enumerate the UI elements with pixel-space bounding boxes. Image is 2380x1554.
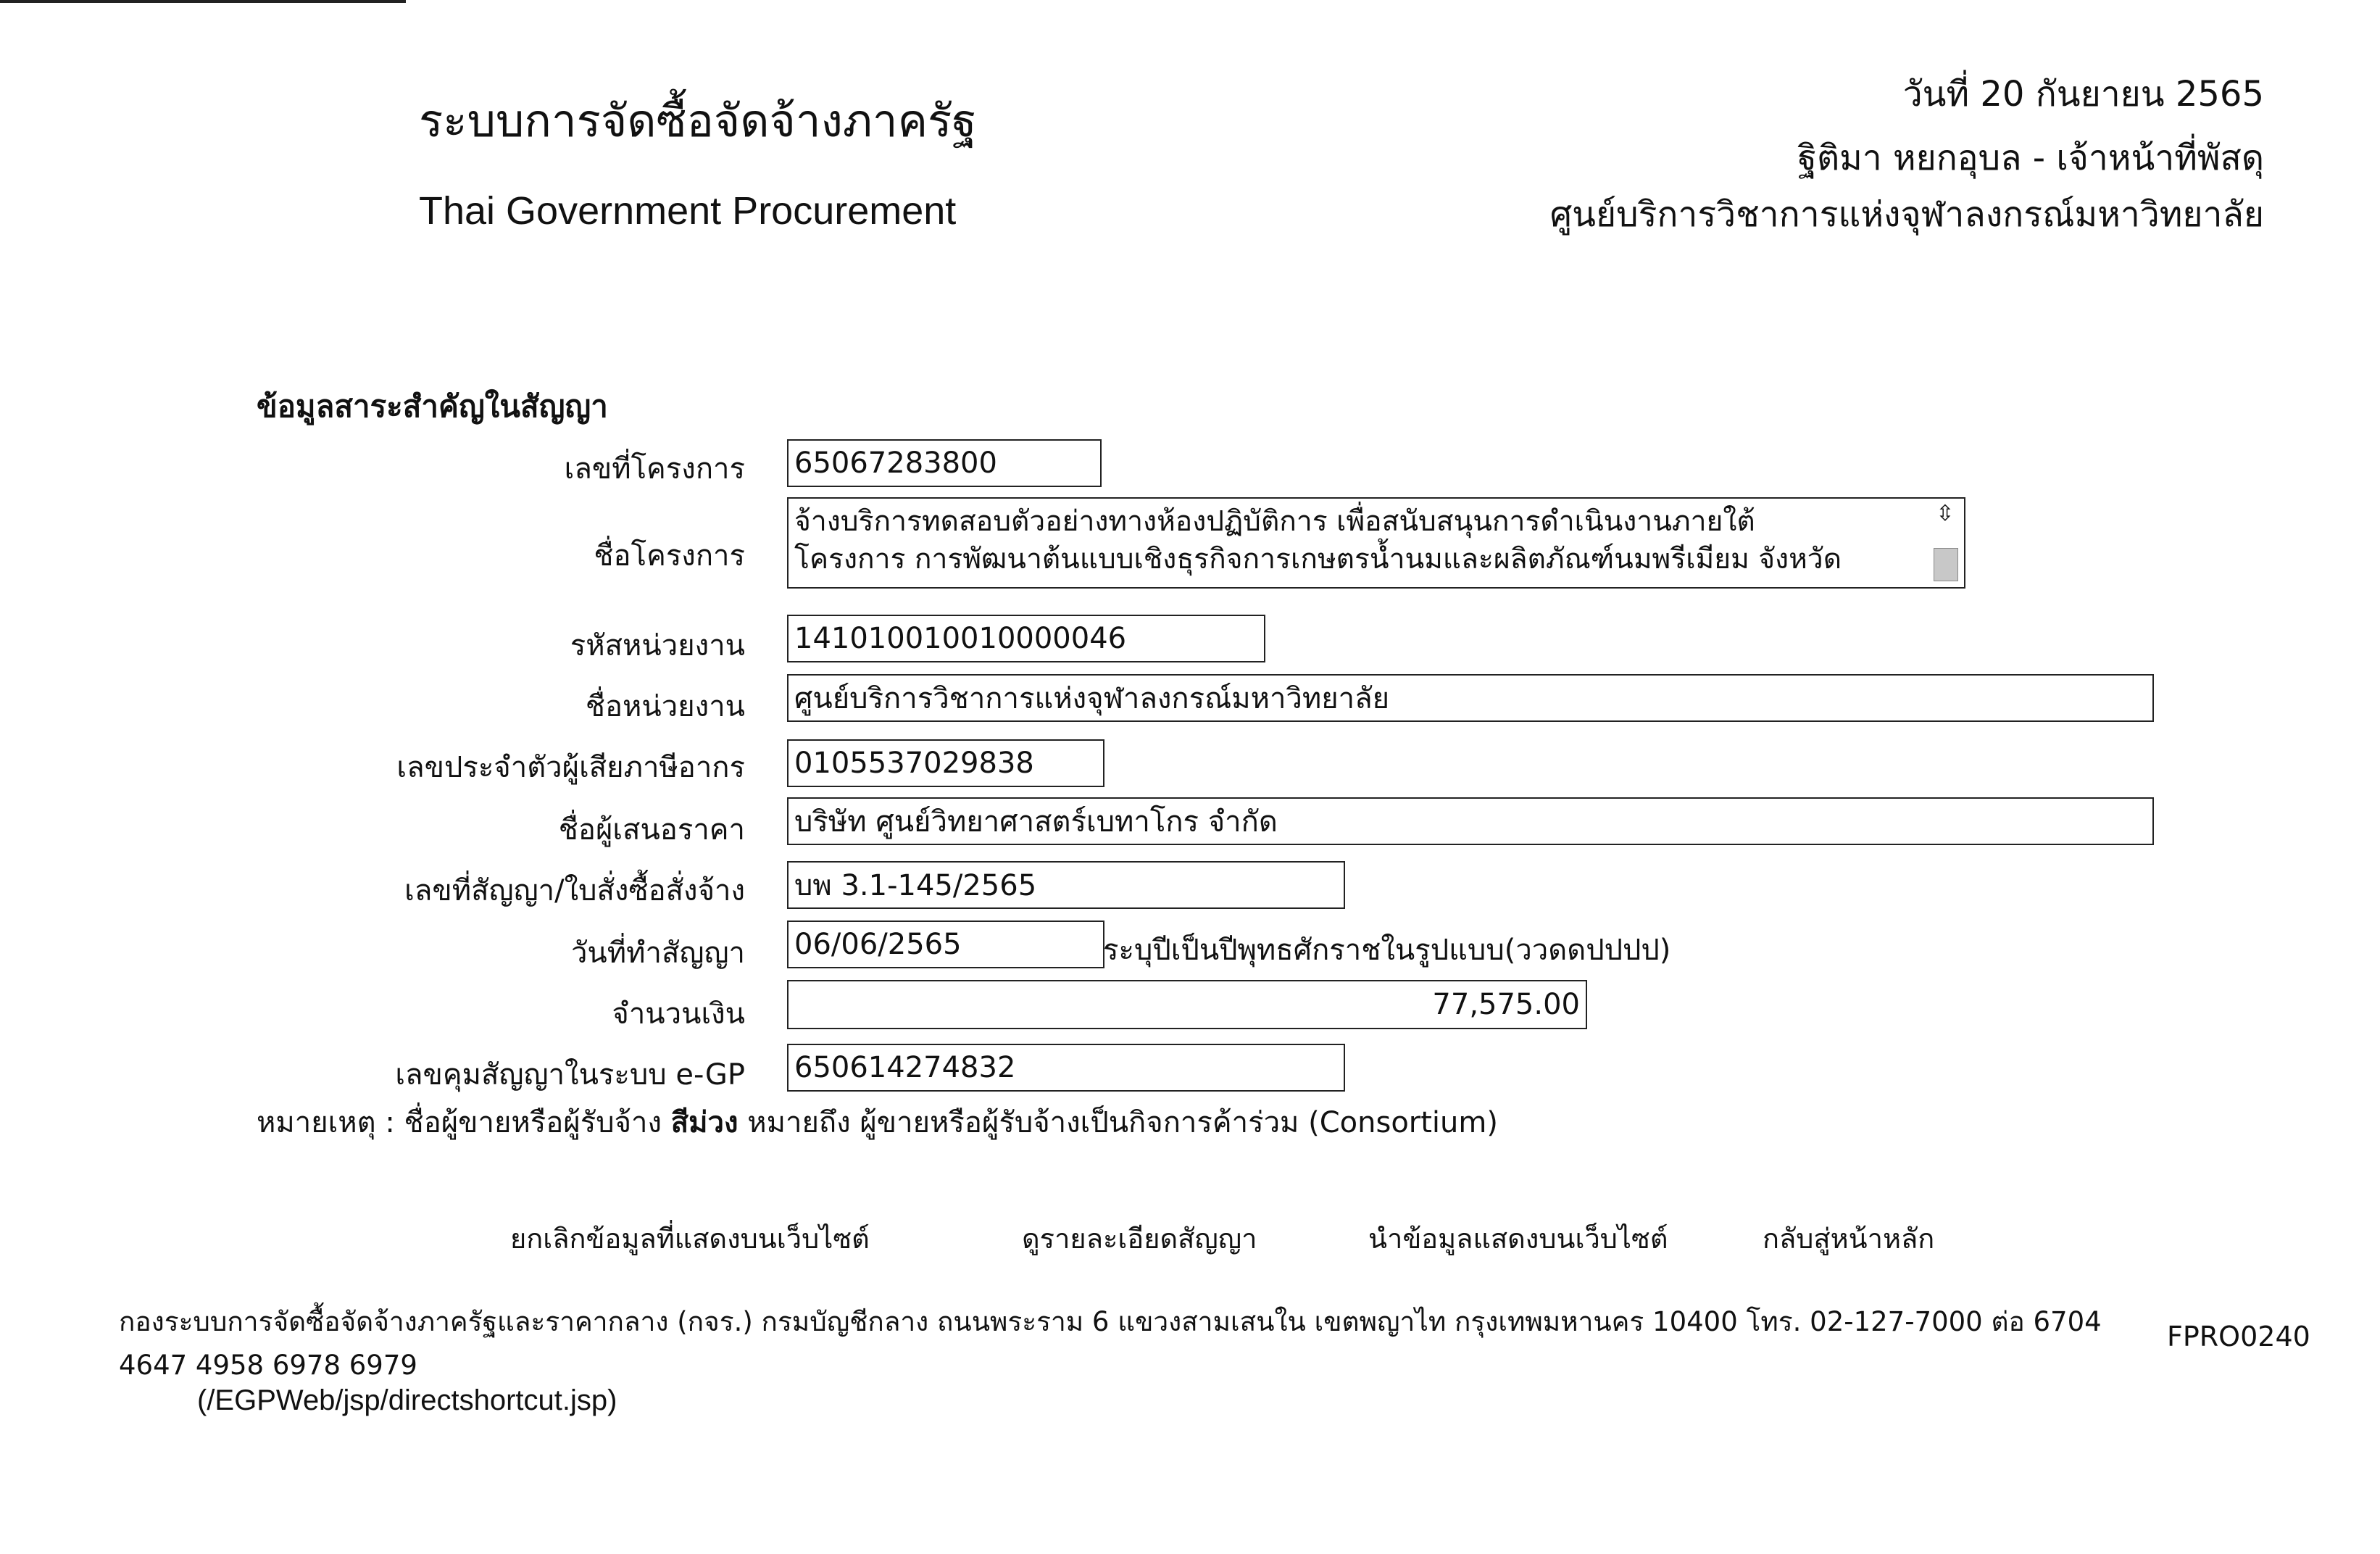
agency-name: ศูนย์บริการวิชาการแห่งจุฬาลงกรณ์มหาวิทยาลัย: [1549, 194, 2264, 235]
note-suffix: หมายถึง ผู้ขายหรือผู้รับจ้างเป็นกิจการค้าร่วม (Consortium): [747, 1106, 1498, 1139]
note-purple-label: สีม่วง: [670, 1106, 738, 1139]
user-info: ฐิติมา หยกอุบล - เจ้าหน้าที่พัสดุ: [1797, 138, 2264, 178]
egp-no-field[interactable]: 650614274832: [787, 1044, 1345, 1092]
contract-no-label: เลขที่สัญญา/ใบสั่งซื้อสั่งจ้าง: [404, 874, 745, 907]
back-home-button[interactable]: กลับสู่หน้าหลัก: [1763, 1223, 1935, 1255]
amount-label: จำนวนเงิน: [612, 997, 745, 1031]
unit-name-label: ชื่อหน่วยงาน: [585, 690, 745, 723]
footer-shortcut-link[interactable]: (/EGPWeb/jsp/directshortcut.jsp): [197, 1384, 617, 1416]
scroll-thumb[interactable]: [1934, 548, 1958, 581]
project-name-line-1: จ้างบริการทดสอบตัวอย่างทางห้องปฏิบัติการ เพื่อสนับสนุนการดำเนินงานภายใต้: [794, 505, 1755, 538]
tax-id-label: เลขประจำตัวผู้เสียภาษีอากร: [396, 751, 745, 784]
page-code: FPRO0240: [2167, 1321, 2310, 1353]
bidder-field[interactable]: บริษัท ศูนย์วิทยาศาสตร์เบทาโกร จำกัด: [787, 797, 2154, 845]
contract-no-field[interactable]: บพ 3.1-145/2565: [787, 861, 1345, 909]
project-no-label: เลขที่โครงการ: [564, 452, 745, 486]
unit-code-field[interactable]: 141010010010000046: [787, 615, 1265, 662]
system-title-th: ระบบการจัดซื้อจัดจ้างภาครัฐ: [419, 94, 977, 147]
unit-name-field[interactable]: ศูนย์บริการวิชาการแห่งจุฬาลงกรณ์มหาวิทยาลัย: [787, 674, 2154, 722]
current-date: วันที่ 20 กันยายน 2565: [1902, 74, 2264, 115]
textarea-scrollbar[interactable]: [1929, 502, 1961, 584]
contract-date-field[interactable]: 06/06/2565: [787, 921, 1104, 968]
project-name-label: ชื่อโครงการ: [594, 539, 745, 573]
note-prefix: หมายเหตุ : ชื่อผู้ขายหรือผู้รับจ้าง: [257, 1106, 662, 1139]
top-border-line: [0, 0, 406, 3]
amount-field[interactable]: 77,575.00: [787, 980, 1587, 1029]
project-no-field[interactable]: 65067283800: [787, 439, 1102, 487]
system-title-en: Thai Government Procurement: [419, 189, 957, 233]
consortium-note: [257, 1099, 1498, 1145]
unit-code-label: รหัสหน่วยงาน: [570, 629, 745, 662]
section-title: ข้อมูลสาระสำคัญในสัญญา: [257, 388, 608, 424]
footer-address: กองระบบการจัดซื้อจัดจ้างภาครัฐและราคากลาง (กจร.) กรมบัญชีกลาง ถนนพระราม 6 แขวงสามเสนใน เขตพญาไท กรุงเทพมหานคร 10400 โทร. 02-127-7000 ต่อ 6704 4647 4958 6978 6979: [119, 1306, 2102, 1381]
tax-id-field[interactable]: 0105537029838: [787, 739, 1104, 787]
contract-date-label: วันที่ทำสัญญา: [570, 936, 745, 970]
view-contract-detail-button[interactable]: ดูรายละเอียดสัญญา: [1022, 1223, 1257, 1255]
cancel-display-button[interactable]: ยกเลิกข้อมูลที่แสดงบนเว็บไซต์: [510, 1223, 870, 1255]
bidder-label: ชื่อผู้เสนอราคา: [558, 813, 745, 847]
contract-date-hint: ระบุปีเป็นปีพุทธศักราชในรูปแบบ(ววดดปปปป): [1103, 934, 1671, 967]
scroll-arrows-icon[interactable]: ⇳: [1936, 501, 1955, 526]
egp-no-label: เลขคุมสัญญาในระบบ e-GP: [395, 1058, 745, 1092]
project-name-textarea[interactable]: [787, 497, 1965, 589]
project-name-line-2: โครงการ การพัฒนาต้นแบบเชิงธุรกิจการเกษตรน้ำนมและผลิตภัณฑ์นมพรีเมียม จังหวัด: [794, 543, 1842, 576]
publish-website-button[interactable]: นำข้อมูลแสดงบนเว็บไซต์: [1368, 1223, 1668, 1255]
